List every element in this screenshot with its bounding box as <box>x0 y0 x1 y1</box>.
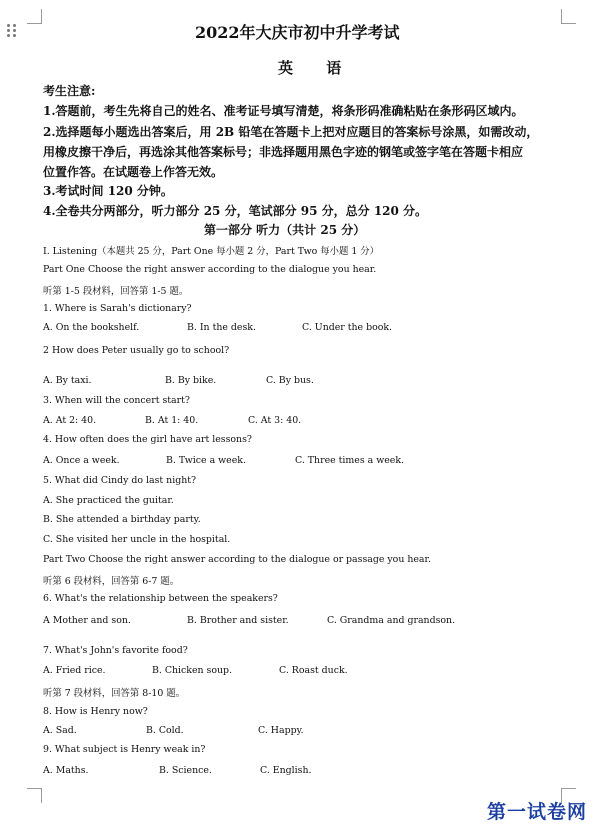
q2-option-b: B. By bike. <box>165 375 217 386</box>
question-5: 5. What did Cindy do last night? <box>43 475 197 486</box>
q3-option-c: C. At 3: 40. <box>248 415 302 426</box>
q3-option-a: A. At 2: 40. <box>43 415 97 426</box>
drag-handle-icon[interactable] <box>7 24 17 38</box>
q1-option-b: B. In the desk. <box>187 322 256 333</box>
notice-line-6: 4.全卷共分两部分，听力部分 25 分，笔试部分 95 分，总分 120 分。 <box>43 204 428 218</box>
q5-option-b: B. She attended a birthday party. <box>43 514 201 525</box>
q8-option-b: B. Cold. <box>146 725 184 736</box>
notice-heading: 考生注意: <box>43 84 96 98</box>
q2-option-c: C. By bus. <box>266 375 314 386</box>
listen-instruction-7: 听第 7 段材料，回答第 8-10 题。 <box>43 688 186 699</box>
q3-option-b: B. At 1: 40. <box>145 415 199 426</box>
question-3: 3. When will the concert start? <box>43 395 190 406</box>
q8-option-a: A. Sad. <box>43 725 77 736</box>
part-one-instruction: Part One Choose the right answer according to the dialogue you hear. <box>43 264 377 275</box>
part-intro: I. Listening（本题共 25 分，Part One 每小题 2 分，Part Two 每小题 1 分） <box>43 246 380 257</box>
exam-subject: 英 语 <box>278 59 356 77</box>
q4-option-a: A. Once a week. <box>43 455 120 466</box>
q1-option-a: A. On the bookshelf. <box>43 322 140 333</box>
question-7: 7. What's John's favorite food? <box>43 645 188 656</box>
question-1: 1. Where is Sarah's dictionary? <box>43 303 192 314</box>
q7-option-a: A. Fried rice. <box>43 665 106 676</box>
notice-line-3: 用橡皮擦干净后，再选涂其他答案标号；非选择题用黑色字迹的钢笔或签字笔在答题卡相应 <box>43 145 524 159</box>
q7-option-c: C. Roast duck. <box>279 665 348 676</box>
crop-mark-bottom-left <box>27 788 42 803</box>
q4-option-c: C. Three times a week. <box>295 455 404 466</box>
q5-option-c: C. She visited her uncle in the hospital. <box>43 534 231 545</box>
q6-option-a: A Mother and son. <box>43 615 131 626</box>
q9-option-b: B. Science. <box>159 765 212 776</box>
section-title: 第一部分 听力（共计 25 分） <box>204 223 366 237</box>
q7-option-b: B. Chicken soup. <box>152 665 233 676</box>
listen-instruction-1-5: 听第 1-5 段材料，回答第 1-5 题。 <box>43 286 189 297</box>
notice-line-1: 1.答题前，考生先将自己的姓名、准考证号填写清楚，将条形码准确粘贴在条形码区域内。 <box>43 104 524 118</box>
question-4: 4. How often does the girl have art lessons? <box>43 434 252 445</box>
q6-option-b: B. Brother and sister. <box>187 615 289 626</box>
question-8: 8. How is Henry now? <box>43 706 148 717</box>
q2-option-a: A. By taxi. <box>43 375 92 386</box>
notice-line-4: 位置作答。在试题卷上作答无效。 <box>43 165 224 179</box>
q1-option-c: C. Under the book. <box>302 322 393 333</box>
q9-option-c: C. English. <box>260 765 312 776</box>
q6-option-c: C. Grandma and grandson. <box>327 615 456 626</box>
listen-instruction-6: 听第 6 段材料，回答第 6-7 题。 <box>43 576 180 587</box>
q5-option-a: A. She practiced the guitar. <box>43 495 174 506</box>
exam-title: 2022年大庆市初中升学考试 <box>195 23 400 42</box>
q4-option-b: B. Twice a week. <box>166 455 246 466</box>
question-6: 6. What's the relationship between the speakers? <box>43 593 278 604</box>
crop-mark-top-left <box>27 9 42 24</box>
site-watermark: 第一试卷网 <box>486 801 587 823</box>
notice-line-2: 2.选择题每小题选出答案后，用 2B 铅笔在答题卡上把对应题目的答案标号涂黑，如需改动， <box>43 125 539 139</box>
question-9: 9. What subject is Henry weak in? <box>43 744 206 755</box>
part-two-instruction: Part Two Choose the right answer according to the dialogue or passage you hear. <box>43 554 431 565</box>
q9-option-a: A. Maths. <box>43 765 89 776</box>
crop-mark-top-right <box>561 9 576 24</box>
q8-option-c: C. Happy. <box>258 725 304 736</box>
question-2: 2 How does Peter usually go to school? <box>43 345 230 356</box>
notice-line-5: 3.考试时间 120 分钟。 <box>43 184 173 198</box>
